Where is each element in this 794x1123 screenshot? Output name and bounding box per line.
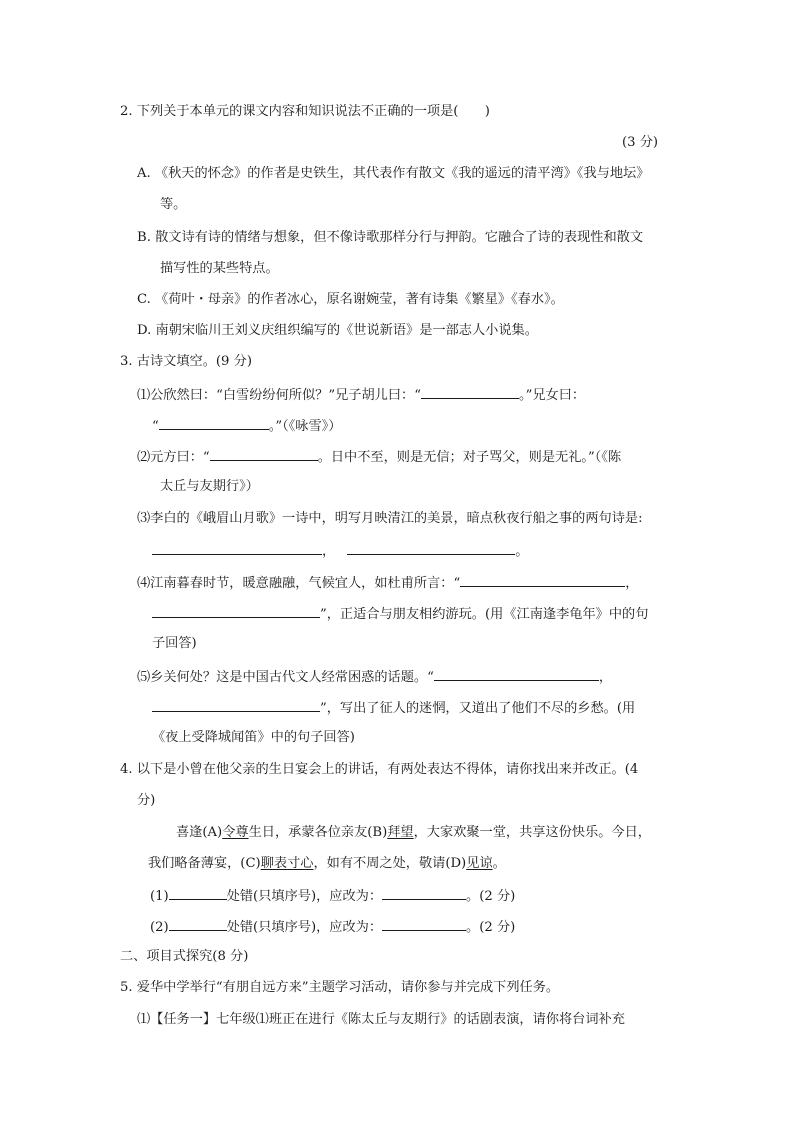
q3-item5-line2: ”，写出了征人的迷惘，又道出了他们不尽的乡愁。(用 bbox=[152, 698, 635, 718]
q3-item5-line1: ⑸乡关何处？这是中国古代文人经常困惑的话题。“ ， bbox=[137, 667, 612, 687]
q3-item5-line3: 《夜上受降城闻笛》中的句子回答) bbox=[152, 730, 355, 745]
q3-item3-line2: ， 。 bbox=[152, 541, 528, 561]
q5-task1: ⑴【任务一】七年级⑴班正在进行《陈太丘与友期行》的话剧表演，请你将台词补充 bbox=[137, 1012, 625, 1027]
q4-speech-line1: 喜逢(A)令尊生日，承蒙各位亲友(B)拜望，大家欢聚一堂，共享这份快乐。今日， bbox=[176, 825, 651, 840]
q3-item2-line1: ⑵元方曰：“ 。日中不至，则是无信；对子骂父，则是无礼。”（《陈 bbox=[137, 447, 621, 467]
underlined-phrase-c: 聊表寸心 bbox=[260, 856, 314, 871]
q2-option-c: C. 《荷叶・母亲》的作者冰心，原名谢婉莹，著有诗集《繁星》《春水》。 bbox=[137, 292, 564, 307]
q3-stem: 3. 古诗文填空。(9 分) bbox=[120, 354, 252, 369]
q3-item2-line2: 太丘与友期行》） bbox=[160, 479, 259, 494]
section-heading: 二、项目式探究(8 分) bbox=[120, 949, 249, 964]
q2-option-a: A. 《秋天的怀念》的作者是史铁生，其代表作有散文《我的遥远的清平湾》《我与地坛》 bbox=[137, 166, 650, 181]
q4-speech-line2: 我们略备薄宴，(C)聊表寸心，如有不周之处，敬请(D)见谅。 bbox=[148, 856, 506, 871]
q3-item4-line1: ⑷江南暮春时节，暖意融融，气候宜人，如杜甫所言：“ ， bbox=[137, 573, 638, 593]
q4-stem-cont: 分) bbox=[137, 793, 156, 808]
q5-stem: 5. 爱华中学举行“有朋自远方来”主题学习活动，请你参与并完成下列任务。 bbox=[120, 980, 560, 995]
q2-score: (3 分) bbox=[622, 135, 659, 150]
q3-item4-line3: 子回答) bbox=[152, 636, 197, 651]
fill-blank[interactable] bbox=[421, 385, 519, 399]
fill-blank[interactable] bbox=[169, 917, 227, 931]
q2-option-d: D. 南朝宋临川王刘义庆组织编写的《世说新语》是一部志人小说集。 bbox=[137, 323, 538, 338]
fill-blank[interactable] bbox=[460, 573, 625, 587]
q2-option-b: B. 散文诗有诗的情绪与想象，但不像诗歌那样分行与押韵。它融合了诗的表现性和散文 bbox=[137, 230, 644, 245]
q3-item1-line2: “ 。”（《咏雪》） bbox=[152, 416, 341, 436]
fill-blank[interactable] bbox=[159, 416, 269, 430]
underlined-phrase-b: 拜望 bbox=[387, 825, 414, 840]
fill-blank[interactable] bbox=[210, 447, 318, 461]
underlined-phrase-d: 见谅 bbox=[466, 856, 493, 871]
q3-item3-line1: ⑶李白的《峨眉山月歌》一诗中，明写月映清江的美景，暗点秋夜行船之事的两句诗是: bbox=[137, 511, 643, 526]
fill-blank[interactable] bbox=[169, 886, 227, 900]
q3-item1-line1: ⑴公欣然曰：“白雪纷纷何所似？”兄子胡儿曰：“ 。”兄女曰： bbox=[137, 385, 585, 405]
q2-stem: 2. 下列关于本单元的课文内容和知识说法不正确的一项是( ) bbox=[120, 104, 490, 119]
underlined-phrase-a: 令尊 bbox=[222, 825, 249, 840]
fill-blank[interactable] bbox=[434, 667, 599, 681]
q2-option-b-cont: 描写性的某些特点。 bbox=[160, 261, 279, 276]
fill-blank[interactable] bbox=[152, 541, 322, 555]
fill-blank[interactable] bbox=[382, 917, 466, 931]
fill-blank[interactable] bbox=[382, 886, 466, 900]
q2-option-a-cont: 等。 bbox=[160, 197, 187, 212]
q3-item4-line2: ”，正适合与朋友相约游玩。(用《江南逢李龟年》中的句 bbox=[152, 604, 648, 624]
fill-blank[interactable] bbox=[152, 604, 320, 618]
fill-blank[interactable] bbox=[152, 698, 320, 712]
q4-answer-2: (2) 处错(只填序号)，应改为： 。(2 分) bbox=[150, 917, 515, 937]
fill-blank[interactable] bbox=[347, 541, 515, 555]
q4-stem: 4. 以下是小曾在他父亲的生日宴会上的讲话，有两处表达不得体，请你找出来并改正。(4 bbox=[120, 762, 639, 777]
q4-answer-1: (1) 处错(只填序号)，应改为： 。(2 分) bbox=[150, 886, 515, 906]
